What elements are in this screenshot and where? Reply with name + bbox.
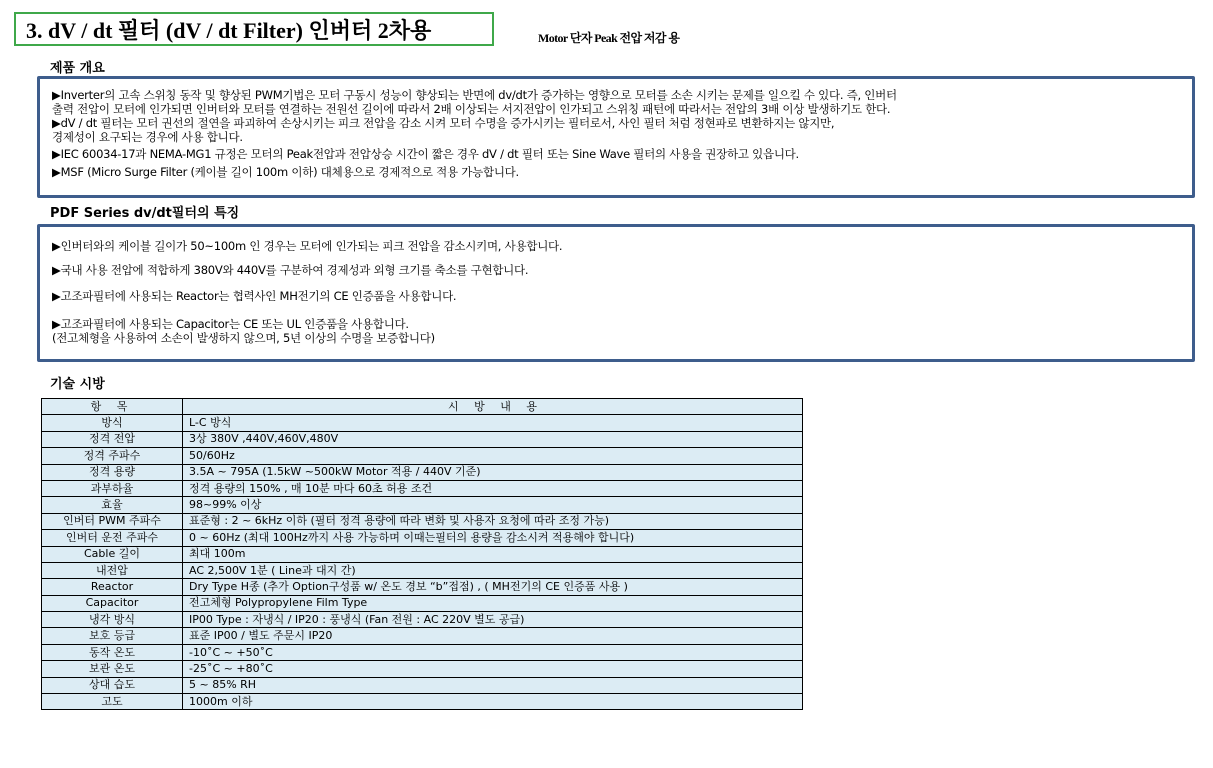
spec-value: 표준형 : 2 ~ 6kHz 이하 (필터 정격 용량에 따라 변화 및 사용자 요청에 따라 조정 가능) <box>183 513 803 529</box>
table-row <box>42 612 803 628</box>
spec-item: 방식 <box>42 415 183 431</box>
table-row <box>42 579 803 595</box>
table-row <box>42 464 803 480</box>
spec-item: 내전압 <box>42 562 183 578</box>
spec-item: 상대 습도 <box>42 677 183 693</box>
features-line: ▶인버터와의 케이블 길이가 50~100m 인 경우는 모터에 인가되는 피크 전압을 감소시키며, 사용합니다. <box>52 239 563 253</box>
spec-value: AC 2,500V 1분 ( Line과 대지 간) <box>183 562 803 578</box>
table-row <box>42 513 803 529</box>
section-title: 3. dV / dt 필터 (dV / dt Filter) 인버터 2차용 <box>26 17 432 43</box>
table-row <box>42 677 803 693</box>
table-row <box>42 415 803 431</box>
spec-item: 정격 용량 <box>42 464 183 480</box>
spec-item: Reactor <box>42 579 183 595</box>
spec-table <box>41 398 803 710</box>
table-row <box>42 530 803 546</box>
spec-value: -10˚C ~ +50˚C <box>183 644 803 660</box>
spec-value: 3상 380V ,440V,460V,480V <box>183 431 803 447</box>
spec-value: 98~99% 이상 <box>183 497 803 513</box>
table-row <box>42 694 803 710</box>
spec-value: 정격 용량의 150% , 매 10분 마다 60초 허용 조건 <box>183 480 803 496</box>
table-row <box>42 595 803 611</box>
section-title-box <box>14 12 494 46</box>
spec-value: 최대 100m <box>183 546 803 562</box>
spec-item: 과부하율 <box>42 480 183 496</box>
table-row <box>42 628 803 644</box>
overview-line: ▶IEC 60034-17과 NEMA-MG1 규정은 모터의 Peak전압과 전압상승 시간이 짧은 경우 dV / dt 필터 또는 Sine Wave 필터의 사용을 권장하고 있읍니다. <box>52 147 799 161</box>
spec-item: 인버터 운전 주파수 <box>42 530 183 546</box>
spec-value: IP00 Type : 자냉식 / IP20 : 풍냉식 (Fan 전원 : AC 220V 별도 공급) <box>183 612 803 628</box>
features-line: ▶고조파필터에 사용되는 Reactor는 협력사인 MH전기의 CE 인증품을 사용합니다. <box>52 289 457 303</box>
spec-item: 정격 주파수 <box>42 448 183 464</box>
features-line: ▶국내 사용 전압에 적합하게 380V와 440V를 구분하여 경제성과 외형 크기를 축소를 구현합니다. <box>52 263 529 277</box>
spec-value: Dry Type H종 (추가 Option구성품 w/ 온도 경보 “b”접점) , ( MH전기의 CE 인증품 사용 ) <box>183 579 803 595</box>
features-heading: PDF Series dv/dt필터의 특징 <box>50 206 240 221</box>
table-row <box>42 431 803 447</box>
overview-line: ▶Inverter의 고속 스위칭 동작 및 향상된 PWM기법은 모터 구동시 성능이 향상되는 반면에 dv/dt가 증가하는 영향으로 모터를 소손 시키는 문제를 일으킬 수 있다. 즉, 인버터 <box>52 88 897 102</box>
table-row <box>42 546 803 562</box>
overview-heading: 제품 개요 <box>50 61 105 76</box>
features-line: (전고체형을 사용하여 소손이 발생하지 않으며, 5년 이상의 수명을 보증합니다) <box>52 331 435 345</box>
table-row <box>42 497 803 513</box>
spec-item: Cable 길이 <box>42 546 183 562</box>
table-row <box>42 480 803 496</box>
spec-item: Capacitor <box>42 595 183 611</box>
table-row <box>42 562 803 578</box>
overview-panel <box>37 76 1195 198</box>
spec-value: -25˚C ~ +80˚C <box>183 661 803 677</box>
table-row <box>42 448 803 464</box>
spec-item: 동작 온도 <box>42 644 183 660</box>
spec-value: 3.5A ~ 795A (1.5kW ~500kW Motor 적용 / 440V 기준) <box>183 464 803 480</box>
spec-value: 표준 IP00 / 별도 주문시 IP20 <box>183 628 803 644</box>
spec-item: 정격 전압 <box>42 431 183 447</box>
overview-line: ▶MSF (Micro Surge Filter (케이블 길이 100m 이하) 대체용으로 경제적으로 적용 가능합니다. <box>52 165 519 179</box>
overview-line: 경제성이 요구되는 경우에 사용 합니다. <box>52 130 243 144</box>
spec-value: 전고체형 Polypropylene Film Type <box>183 595 803 611</box>
overview-line: ▶dV / dt 필터는 모터 권선의 절연을 파괴하여 손상시키는 피크 전압을 감소 시켜 모터 수명을 증가시키는 필터로서, 사인 필터 처럼 정현파로 변환하지는 않지만, <box>52 116 835 130</box>
spec-item: 효율 <box>42 497 183 513</box>
spec-value: 50/60Hz <box>183 448 803 464</box>
features-line: ▶고조파필터에 사용되는 Capacitor는 CE 또는 UL 인증품을 사용합니다. <box>52 317 409 331</box>
spec-item: 보호 등급 <box>42 628 183 644</box>
spec-header-row <box>42 399 803 415</box>
spec-item: 냉각 방식 <box>42 612 183 628</box>
spec-col-item: 항 목 <box>42 399 183 415</box>
spec-item: 인버터 PWM 주파수 <box>42 513 183 529</box>
features-panel <box>37 224 1195 362</box>
table-row <box>42 644 803 660</box>
spec-value: L-C 방식 <box>183 415 803 431</box>
spec-value: 1000m 이하 <box>183 694 803 710</box>
spec-value: 5 ~ 85% RH <box>183 677 803 693</box>
spec-value: 0 ~ 60Hz (최대 100Hz까지 사용 가능하며 이때는필터의 용량을 감소시켜 적용해야 합니다) <box>183 530 803 546</box>
section-subtitle: Motor 단자 Peak 전압 저감 용 <box>538 31 680 45</box>
spec-heading: 기술 시방 <box>50 377 105 392</box>
table-row <box>42 661 803 677</box>
overview-line: 출력 전압이 모터에 인가되면 인버터와 모터를 연결하는 전원선 길이에 따라서 2배 이상되는 서지전압이 인가되고 스위칭 패턴에 따라서는 전압의 3배 이상 발생하기도 한다. <box>52 102 891 116</box>
spec-col-content: 시 방 내 용 <box>183 399 803 415</box>
spec-item: 보관 온도 <box>42 661 183 677</box>
spec-item: 고도 <box>42 694 183 710</box>
